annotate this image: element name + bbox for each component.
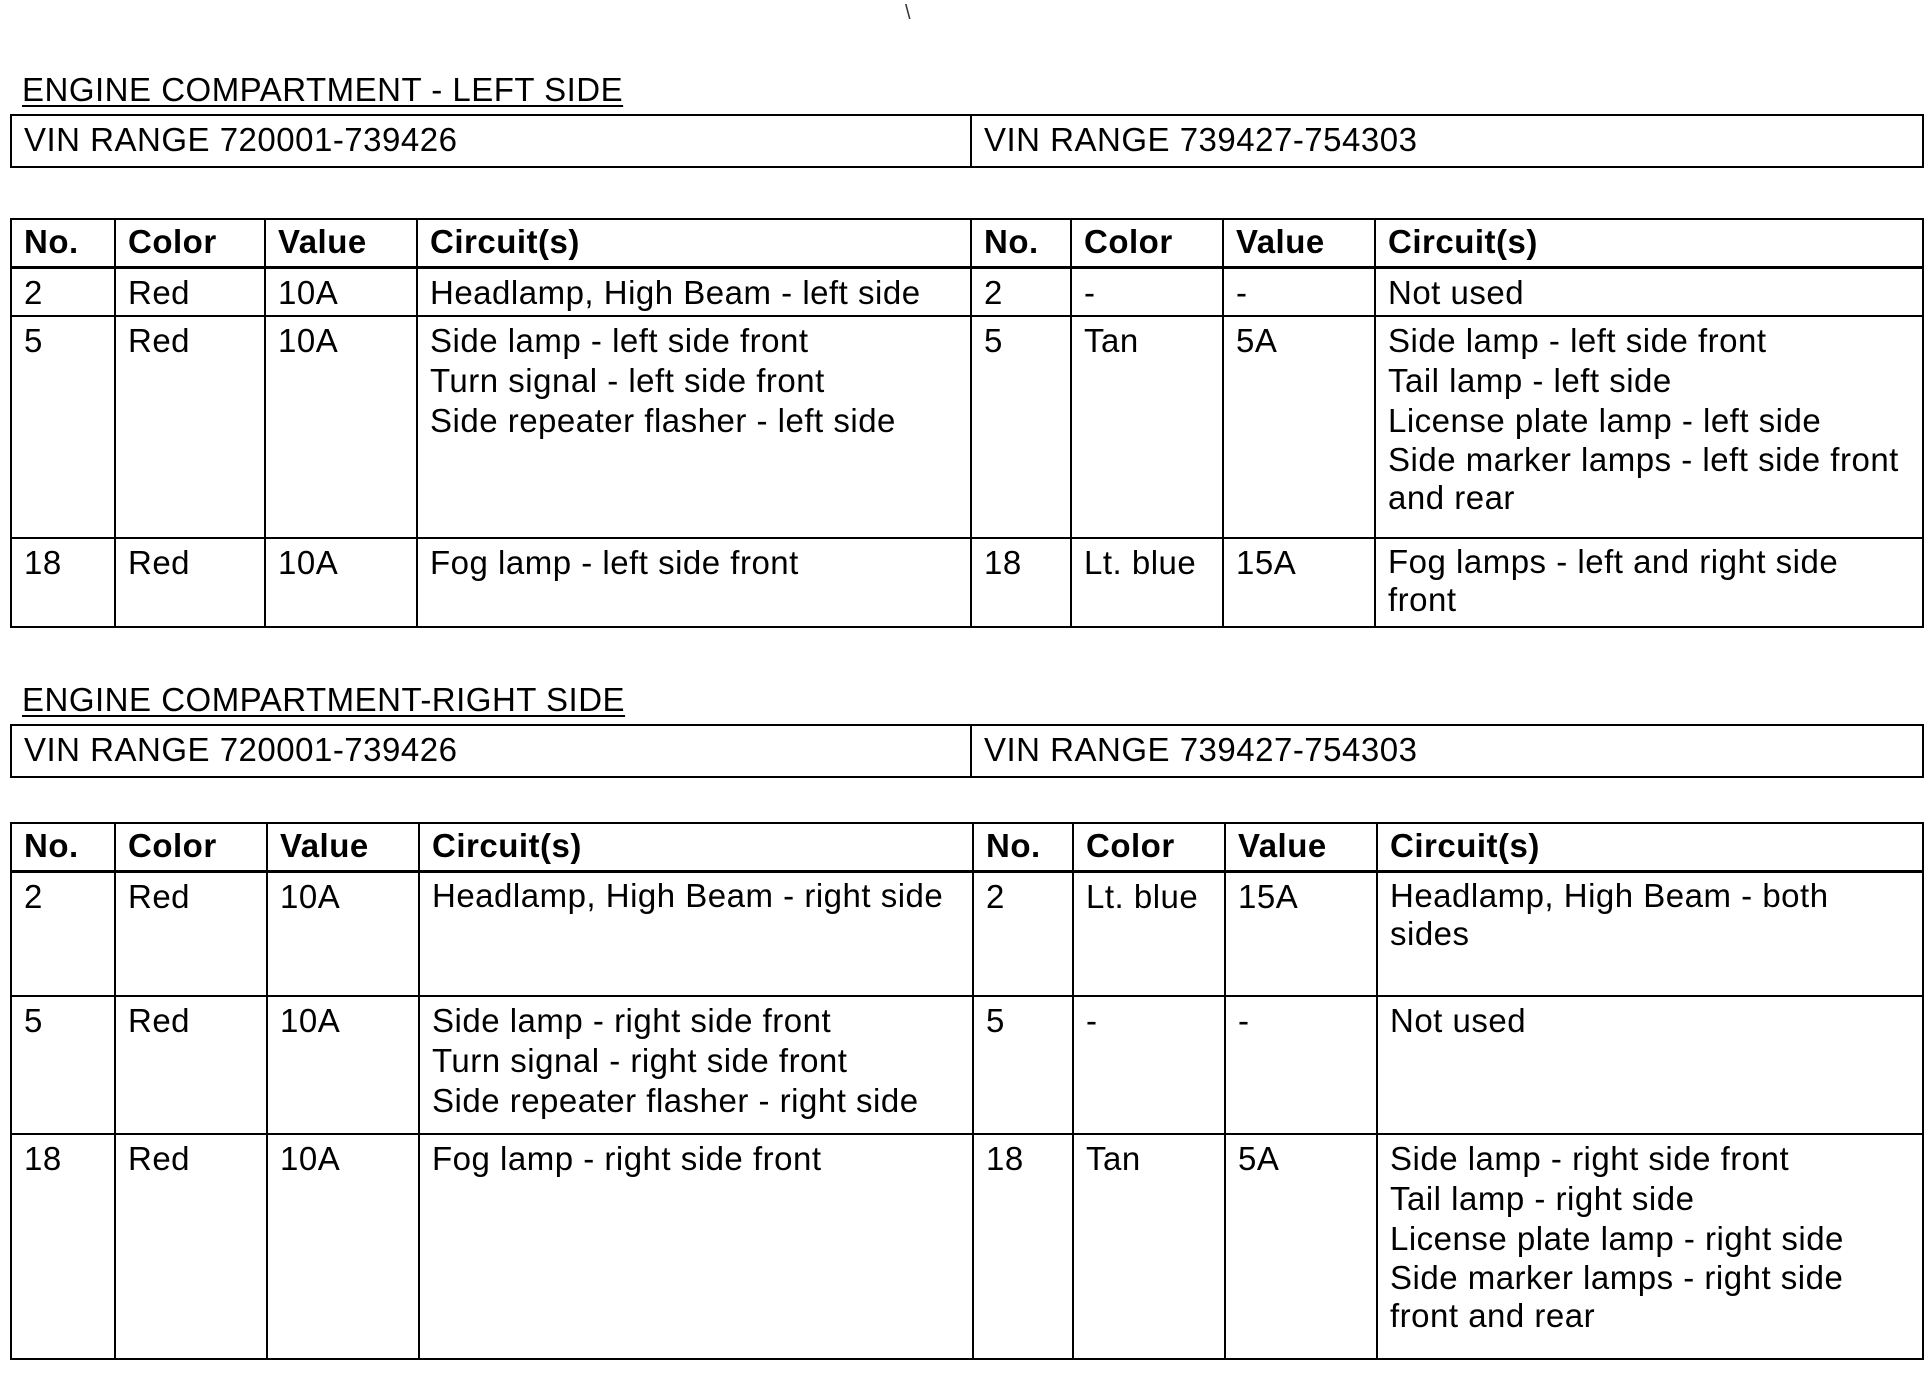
table-row [11,538,1923,627]
circuit-line: Tail lamp - left side [1388,362,1672,399]
col-header-no: No. [11,219,115,268]
fuse-number: 2 [11,268,115,317]
fuse-number: 18 [11,538,115,627]
fuse-value: - [1223,268,1375,317]
fuse-table [10,218,1924,628]
fuse-value: 10A [267,1134,419,1360]
circuit-line: Not used [1390,1001,1527,1039]
circuit-line: Fog lamps - left and right side front [1388,543,1839,618]
col-header-circuits: Circuit(s) [417,219,971,268]
circuit-line: Tail lamp - right side [1390,1179,1695,1217]
vin-range-row [11,725,1923,777]
fuse-value: 10A [265,268,417,317]
fuse-circuits [419,996,973,1134]
section-title: ENGINE COMPARTMENT - LEFT SIDE [22,71,624,108]
col-header-value: Value [1223,219,1375,268]
fuse-number: 2 [973,872,1073,996]
fuse-value: 10A [265,538,417,627]
fuse-circuits [417,268,971,317]
table-row [11,872,1923,996]
fuse-number: 18 [11,1134,115,1360]
col-header-circuits: Circuit(s) [1375,219,1923,268]
table-row [11,268,1923,317]
vin-range-left: VIN RANGE 720001-739426 [11,115,971,167]
circuit-line: Headlamp, High Beam - both sides [1390,877,1829,952]
circuit-line: Side lamp - right side front [432,1001,832,1039]
fuse-circuits [417,538,971,627]
vin-range-table [10,114,1924,168]
circuit-line: Side marker lamps - left side front and rear [1388,441,1899,516]
col-header-circuits: Circuit(s) [419,823,973,872]
col-header-color: Color [1073,823,1225,872]
fuse-circuits [419,872,973,996]
table-row [11,316,1923,538]
col-header-value: Value [265,219,417,268]
col-header-color: Color [1071,219,1223,268]
fuse-color: Tan [1071,316,1223,538]
fuse-value: - [1225,996,1377,1134]
fuse-number: 5 [11,996,115,1134]
fuse-color: Red [115,316,265,538]
section-left-side [10,70,1922,628]
fuse-number: 5 [973,996,1073,1134]
fuse-number: 18 [971,538,1071,627]
col-header-no: No. [973,823,1073,872]
circuit-line: License plate lamp - right side [1390,1219,1844,1257]
col-header-no: No. [971,219,1071,268]
circuit-line: Side repeater flasher - right side [432,1081,919,1119]
circuit-line: Headlamp, High Beam - right side [432,877,944,914]
circuit-line: Side lamp - right side front [1390,1139,1790,1177]
fuse-circuits [417,316,971,538]
vin-range-right: VIN RANGE 739427-754303 [971,115,1923,167]
fuse-color: Lt. blue [1071,538,1223,627]
fuse-value: 10A [267,996,419,1134]
fuse-color: Red [115,538,265,627]
fuse-number: 5 [971,316,1071,538]
vin-range-right: VIN RANGE 739427-754303 [971,725,1923,777]
fuse-circuits [1377,996,1923,1134]
fuse-color: Tan [1073,1134,1225,1360]
circuit-line: Side lamp - left side front [430,322,809,359]
fuse-circuits [1375,538,1923,627]
fuse-number: 5 [11,316,115,538]
fuse-value: 15A [1225,872,1377,996]
circuit-line: Turn signal - left side front [430,362,825,399]
col-header-value: Value [1225,823,1377,872]
table-header-row [11,823,1923,872]
col-header-no: No. [11,823,115,872]
fuse-circuits [419,1134,973,1360]
circuit-line: Side repeater flasher - left side [430,402,896,439]
fuse-value: 5A [1225,1134,1377,1360]
section-right-side [10,680,1922,1360]
fuse-table [10,822,1924,1360]
fuse-value: 10A [265,316,417,538]
circuit-line: Headlamp, High Beam - left side [430,274,921,311]
fuse-circuits [1375,316,1923,538]
col-header-color: Color [115,219,265,268]
circuit-line: Fog lamp - right side front [432,1139,822,1177]
circuit-line: Side lamp - left side front [1388,322,1767,359]
circuit-line: License plate lamp - left side [1388,402,1822,439]
fuse-color: Red [115,1134,267,1360]
table-header-row [11,219,1923,268]
col-header-value: Value [267,823,419,872]
fuse-number: 18 [973,1134,1073,1360]
circuit-line: Fog lamp - left side front [430,544,799,581]
vin-range-left: VIN RANGE 720001-739426 [11,725,971,777]
fuse-color: Red [115,268,265,317]
table-row [11,996,1923,1134]
fuse-color: Red [115,996,267,1134]
fuse-value: 15A [1223,538,1375,627]
col-header-circuits: Circuit(s) [1377,823,1923,872]
vin-range-table [10,724,1924,778]
fuse-circuits [1375,268,1923,317]
fuse-circuits [1377,872,1923,996]
circuit-line: Not used [1388,274,1525,311]
table-row [11,1134,1923,1360]
circuit-line: Side marker lamps - right side front and rear [1390,1258,1844,1334]
fuse-number: 2 [971,268,1071,317]
fuse-number: 2 [11,872,115,996]
fuse-color: - [1073,996,1225,1134]
vin-range-row [11,115,1923,167]
section-title: ENGINE COMPARTMENT-RIGHT SIDE [22,681,626,718]
col-header-color: Color [115,823,267,872]
circuit-line: Turn signal - right side front [432,1041,848,1079]
fuse-value: 10A [267,872,419,996]
fuse-color: - [1071,268,1223,317]
fuse-circuits [1377,1134,1923,1360]
fuse-value: 5A [1223,316,1375,538]
scan-speck: \ [905,2,911,24]
fuse-color: Lt. blue [1073,872,1225,996]
fuse-color: Red [115,872,267,996]
